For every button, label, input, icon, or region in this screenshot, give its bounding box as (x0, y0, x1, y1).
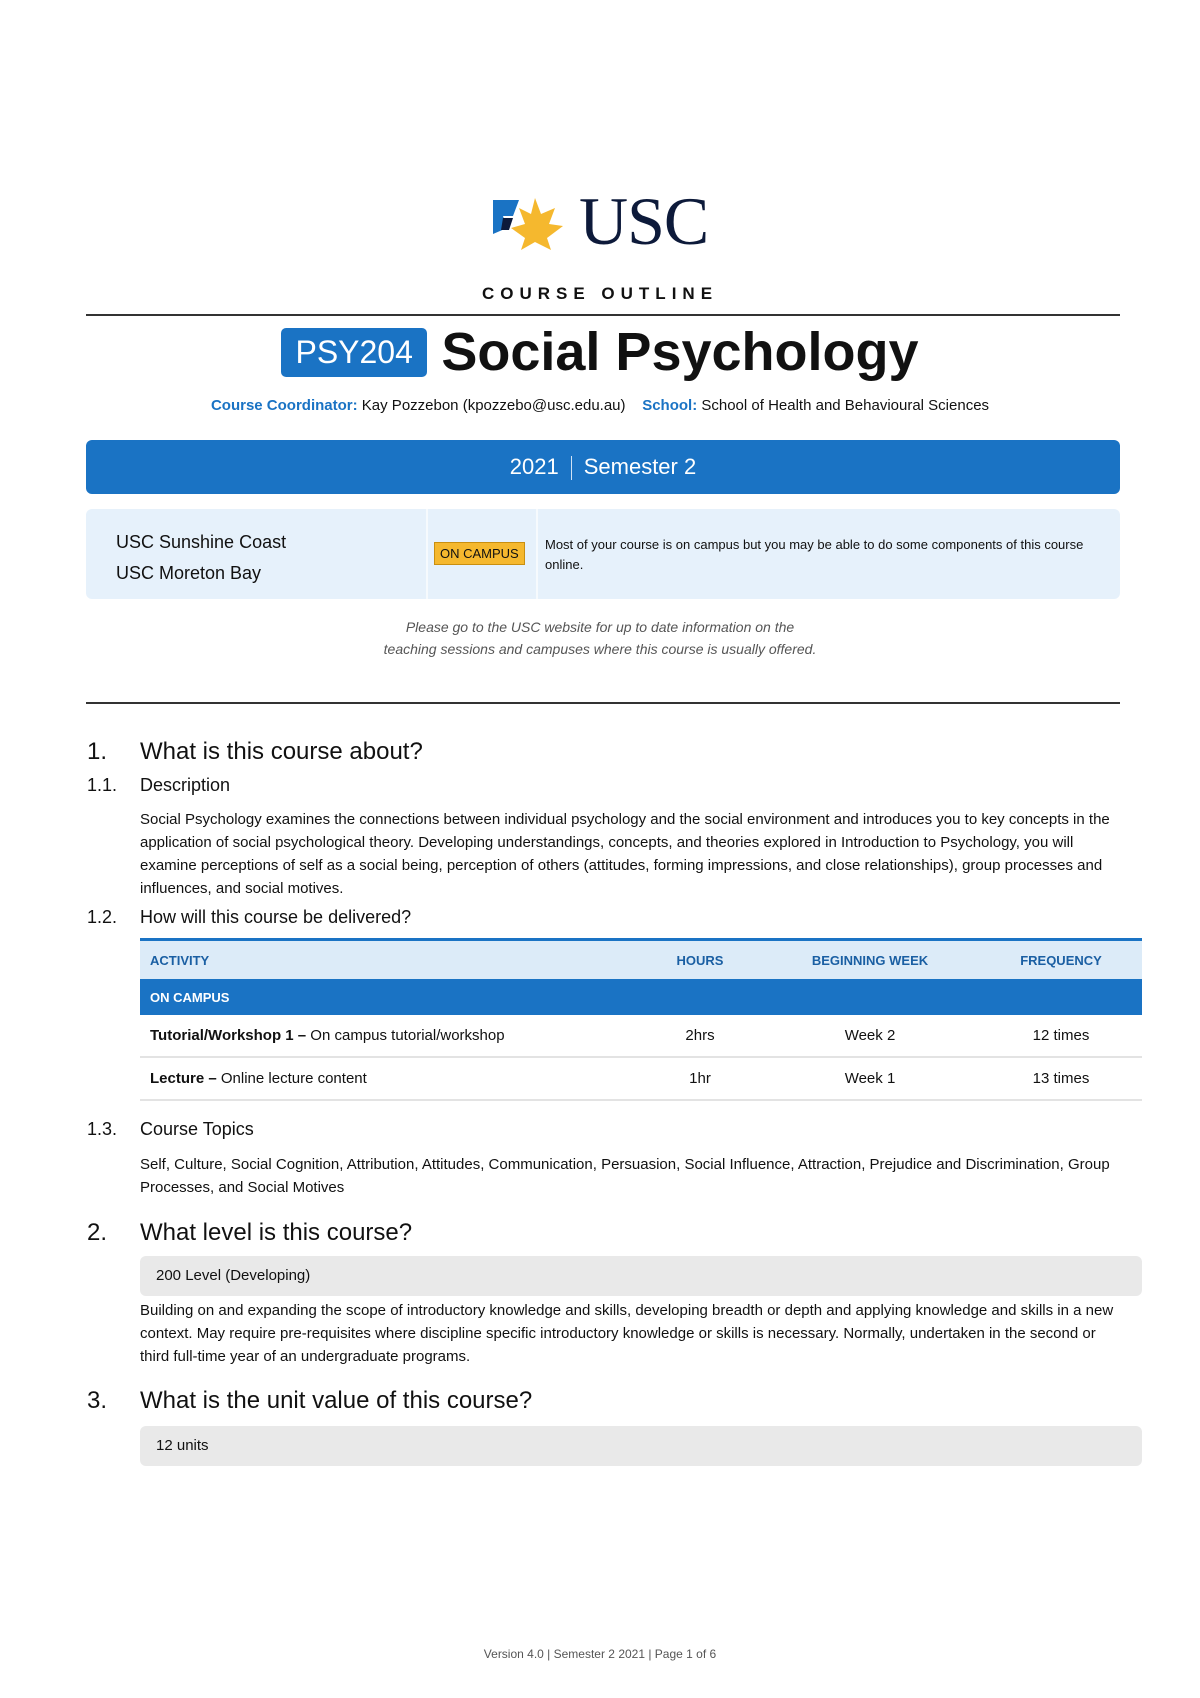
usc-logo-mark-icon (489, 194, 579, 254)
description-text: Social Psychology examines the connections between individual psychology and the social environment and introduces you to key concepts in the application of social psychological theory. Developing understandings, concepts, and theories explored in Introduction to Psychology, you will examine perceptions of self as a social being, perception of others (attitudes, forming impressions, and close relationships), group processes and influences, and social motives. (140, 811, 1110, 897)
divider (86, 702, 1120, 704)
campus-location: USC Moreton Bay (116, 563, 262, 583)
course-title-row (0, 321, 1200, 383)
section-number: 1. (87, 738, 108, 765)
activity-name: Lecture – (150, 1070, 217, 1087)
activity-detail: Online lecture content (216, 1070, 367, 1087)
table-row (140, 1015, 1142, 1057)
topics-text: Self, Culture, Social Cognition, Attribution, Attitudes, Communication, Persuasion, Social Influence, Attraction, Prejudice and Discrimination, Group Processes, and Social Motives (140, 1156, 1110, 1196)
semester-term: Semester 2 (583, 454, 697, 479)
section-number: 3. (87, 1387, 108, 1414)
campus-location: USC Sunshine Coast (116, 532, 287, 552)
week-cell: Week 1 (760, 1057, 980, 1100)
table-row (140, 1057, 1142, 1100)
subsection-number: 1.3. (87, 1119, 118, 1139)
semester-year: 2021 (509, 454, 559, 479)
column-header: BEGINNING WEEK (760, 940, 980, 980)
subsection-number: 1.2. (87, 907, 118, 927)
activity-name: Tutorial/Workshop 1 – (150, 1027, 307, 1044)
semester-separator (571, 456, 572, 480)
activity-cell (140, 1057, 640, 1100)
column-header: ACTIVITY (140, 940, 640, 980)
hours-cell: 2hrs (640, 1015, 760, 1057)
column-header: FREQUENCY (980, 940, 1142, 980)
on-campus-badge: ON CAMPUS (434, 542, 525, 565)
subsection-title: How will this course be delivered? (140, 907, 412, 927)
mode-description: Most of your course is on campus but you may be able to do some components of this course online. (545, 537, 1084, 572)
divider (426, 509, 428, 599)
units-box: 12 units (140, 1426, 1142, 1466)
section-title: What is this course about? (140, 738, 423, 765)
campus-box (86, 509, 1120, 599)
level-box: 200 Level (Developing) (140, 1256, 1142, 1296)
course-outline-label: COURSE OUTLINE (481, 284, 719, 303)
semester-bar (86, 440, 1120, 494)
coordinator-value: Kay Pozzebon (kpozzebo@usc.edu.au) (361, 397, 626, 414)
column-header: HOURS (640, 940, 760, 980)
note-line: teaching sessions and campuses where this course is usually offered. (383, 641, 817, 657)
school-value: School of Health and Behavioural Sciences (701, 397, 990, 414)
logo-wordmark: USC (579, 183, 709, 259)
usc-logo (489, 183, 719, 260)
campus-list (116, 527, 286, 589)
section-label: ON CAMPUS (140, 979, 1142, 1015)
hours-cell: 1hr (640, 1057, 760, 1100)
note-line: Please go to the USC website for up to date information on the (405, 619, 795, 635)
frequency-cell: 12 times (980, 1015, 1142, 1057)
course-title: Social Psychology (441, 322, 919, 382)
activity-detail: On campus tutorial/workshop (306, 1027, 505, 1044)
coordinator-row (0, 397, 1200, 414)
section-number: 2. (87, 1219, 108, 1246)
school-label: School: (642, 397, 698, 414)
availability-note (0, 616, 1200, 660)
coordinator-label: Course Coordinator: (210, 397, 358, 414)
level-text: Building on and expanding the scope of introductory knowledge and skills, developing breadth or depth and applying knowledge and skills in a new context. May require pre-requisites where discipline specific introductory knowledge or skills is necessary. Normally, undertaken in the second or third full-time year of an undergraduate programs. (140, 1302, 1114, 1365)
subsection-title: Course Topics (140, 1119, 254, 1139)
table-header-row (140, 940, 1142, 980)
delivery-table (140, 938, 1142, 1101)
table-section-row (140, 979, 1142, 1015)
week-cell: Week 2 (760, 1015, 980, 1057)
page-footer: Version 4.0 | Semester 2 2021 | Page 1 of 6 (483, 1647, 717, 1661)
subsection-number: 1.1. (87, 775, 118, 795)
divider (86, 314, 1120, 316)
section-title: What is the unit value of this course? (140, 1387, 533, 1414)
activity-cell (140, 1015, 640, 1057)
subsection-title: Description (140, 775, 231, 795)
frequency-cell: 13 times (980, 1057, 1142, 1100)
divider (536, 509, 538, 599)
section-title: What level is this course? (140, 1219, 413, 1246)
course-code-badge: PSY204 (281, 328, 426, 377)
